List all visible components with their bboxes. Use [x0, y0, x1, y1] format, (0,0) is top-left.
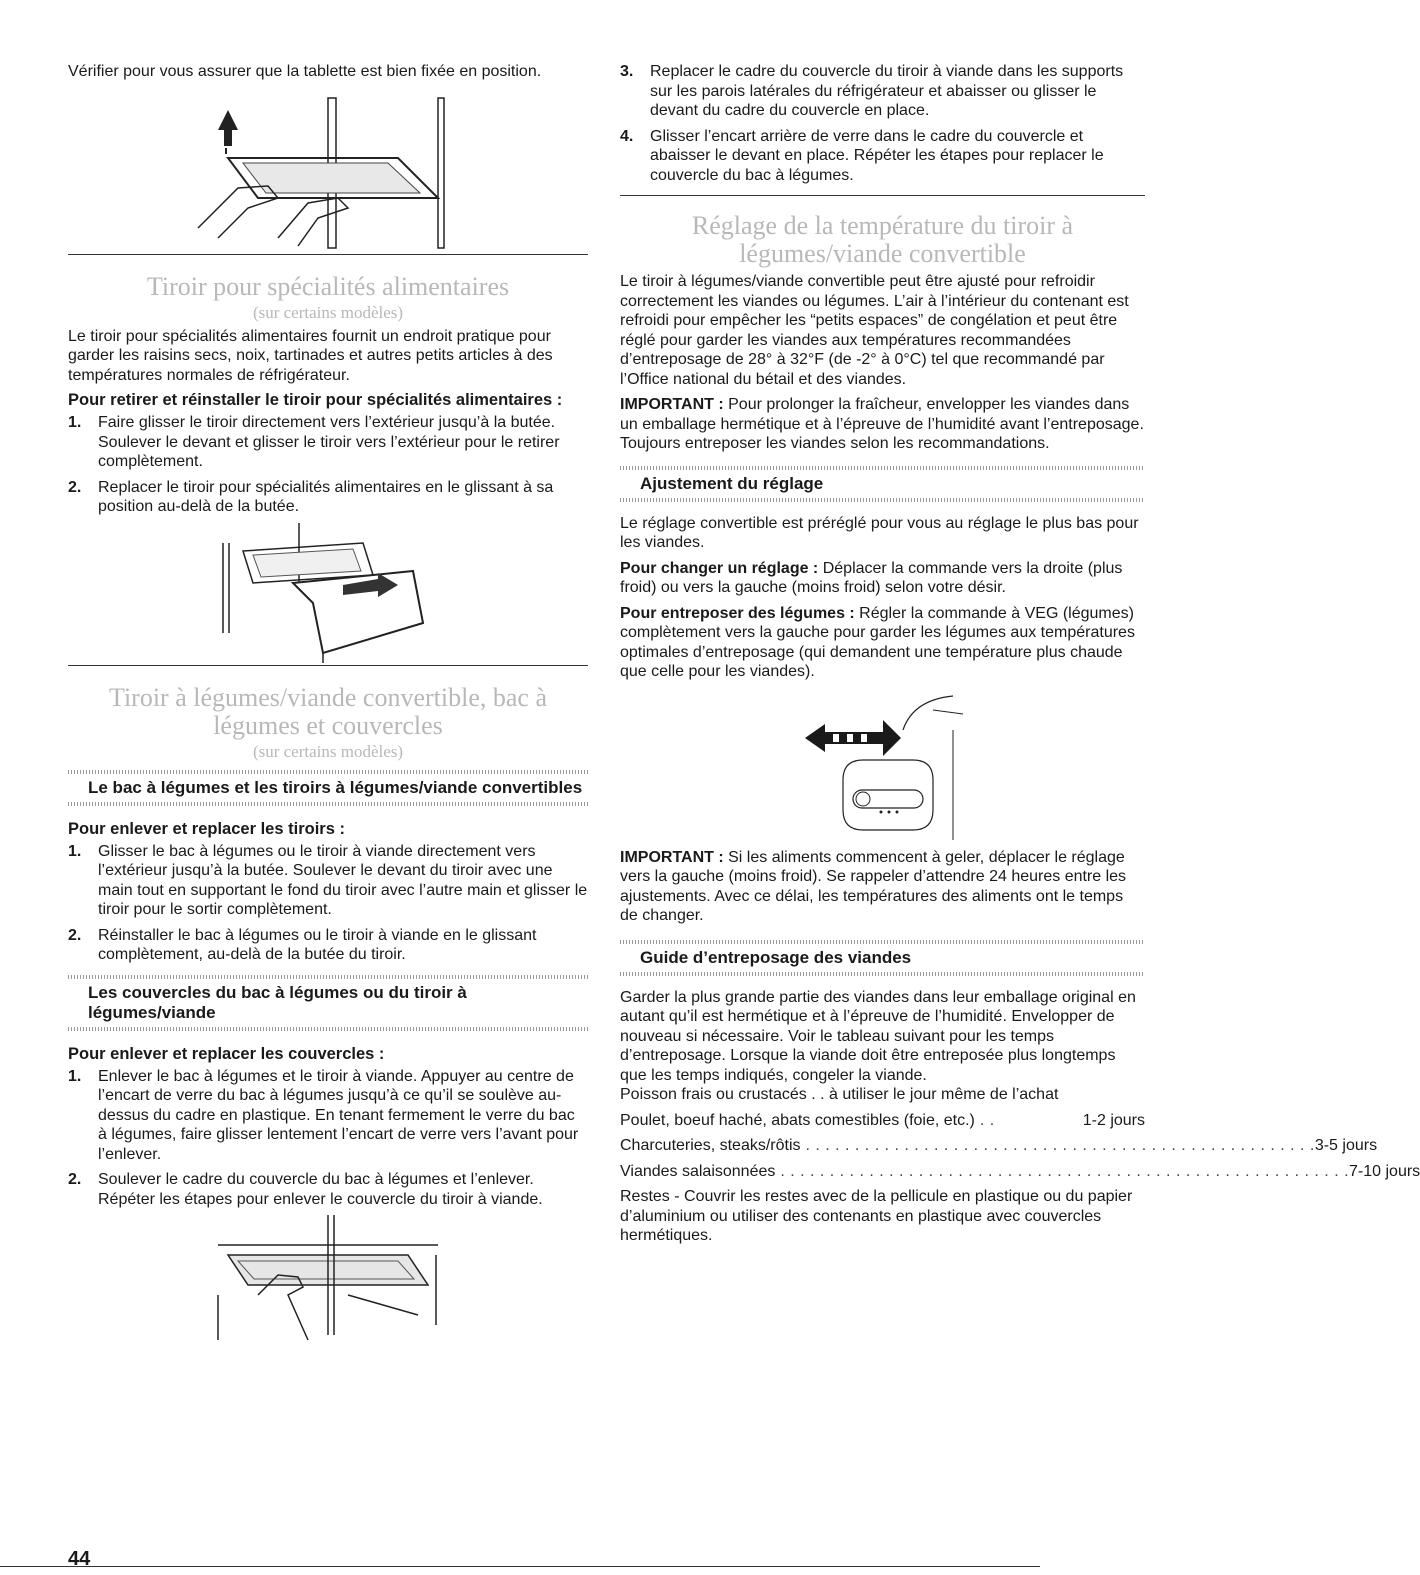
box-heading-meat-storage: Guide d’entreposage des viandes	[640, 947, 912, 967]
leftovers-text: Restes - Couvrir les restes avec de la pellicule en plastique ou du papier d’aluminium ou utiliser des contenants en plastique avec couvercles hermétiques.	[620, 1188, 1133, 1244]
section-title-temperature-line2: légumes/viande convertible	[739, 239, 1026, 268]
drawers-subhead: Pour enlever et replacer les tiroirs :	[68, 819, 345, 838]
drawers-steps	[68, 842, 588, 965]
bottom-rule	[0, 1566, 1040, 1567]
temperature-paragraph: Le tiroir à légumes/viande convertible peut être ajusté pour refroidir correctement les viandes ou légumes. L’air à l’intérieur du contenant est refroidi pour empêcher les “petits espaces” de congélation et peut être réglé pour garder les viandes aux températures recommandées d’entreposage de 28° à 32°F (de -2° à 0°C) tel que recommandé par l’Office national du bétail et des viandes.	[620, 273, 1129, 388]
covers-subhead: Pour enlever et replacer les couvercles :	[68, 1044, 385, 1063]
list-item: 4. Glisser l’encart arrière de verre dans le cadre du couvercle et abaisser le devant en place. Répéter les étapes pour replacer le couvercle du bac à légumes.	[620, 127, 1104, 184]
covers-steps	[68, 1067, 588, 1210]
adjustment-paragraph: Le réglage convertible est préréglé pour vous au réglage le plus bas pour les viandes.	[620, 514, 1139, 551]
left-column	[68, 0, 588, 1345]
right-column	[620, 0, 1420, 1246]
hatch-divider	[620, 972, 1145, 976]
specialty-drawer-subhead: Pour retirer et réinstaller le tiroir pour spécialités alimentaires :	[68, 391, 563, 409]
hatch-divider	[68, 802, 588, 806]
list-item: 1. Enlever le bac à légumes et le tiroir à viande. Appuyer au centre de l’encart de verre du bac à légumes jusqu’à ce qu’il se soulève au-dessus du cadre en plastique. En tenant fermement le verre du bac à légumes, faire glisser lentement l’encart de verre vers l’avant pour l’enlever.	[68, 1067, 579, 1163]
important-note-2: IMPORTANT : Si les aliments commencent à geler, déplacer le réglage vers la gauche (moins froid). Se rappeler d’attendre 24 heures entre les ajustements. Avec ce délai, les températures des aliments ont le temps de changer.	[620, 848, 1127, 924]
section-subtitle: (sur certains modèles)	[252, 741, 404, 761]
list-item: 1. Faire glisser le tiroir directement vers l’extérieur jusqu’à la butée. Soulever le devant et glisser le tiroir vers l’extérieur pour le retirer complètement.	[68, 414, 560, 470]
page-number: 44	[68, 1548, 91, 1570]
hatch-divider	[68, 1027, 588, 1031]
meat-storage-paragraph: Garder la plus grande partie des viandes dans leur emballage original en autant qu’il est hermétique et à l’épreuve de l’humidité. Envelopper de nouveau si nécessaire. Voir le tableau suivant pour les temps d’entreposage. Lorsque la viande doit être entreposée plus longtemps que les temps indiqués, congeler la viande.	[620, 988, 1136, 1084]
specialty-drawer-paragraph: Le tiroir pour spécialités alimentaires fournit un endroit pratique pour garder les raisins secs, noix, tartinades et autres petits articles à des températures normales de réfrigérateur.	[68, 327, 553, 384]
important-note-1: IMPORTANT : Pour prolonger la fraîcheur, envelopper les viandes dans un emballage hermétique et à l’épreuve de l’humidité avant l’entreposage. Toujours entreposer les viandes selon les recommandations.	[620, 396, 1144, 452]
list-item: 1. Glisser le bac à légumes ou le tiroir à viande directement vers l’extérieur jusqu’à la butée. Soulever le devant du tiroir avec une main tout en supportant le fond du tiroir avec l’autre main et glisser le tiroir pour le sortir complètement.	[68, 842, 588, 918]
section-title-specialty-drawer: Tiroir pour spécialités alimentaires	[146, 271, 510, 301]
shelf-illustration	[188, 88, 468, 248]
hatch-divider	[620, 498, 1145, 502]
cover-removal-illustration	[208, 1215, 448, 1345]
table-row: Viandes salaisonnées . . . . . . . . . . . . . . . . . . . . . . . . . . . . . . . . . . . . . . . . . . . . . . . . . . . . . . . . . . 7-10 jours	[620, 1162, 1420, 1180]
divider	[620, 195, 1145, 196]
box-heading-covers: Les couvercles du bac à légumes ou du tiroir à légumes/viande	[88, 982, 467, 1022]
section-title-temperature-line1: Réglage de la température du tiroir à	[691, 211, 1074, 240]
box-heading-adjustment: Ajustement du réglage	[640, 473, 824, 493]
intro-text: Vérifier pour vous assurer que la tablette est bien fixée en position.	[68, 63, 542, 80]
list-item: 3. Replacer le cadre du couvercle du tiroir à viande dans les supports sur les parois latérales du réfrigérateur et abaisser ou glisser le devant du cadre du couvercle en place.	[620, 63, 1124, 119]
list-item: 2. Soulever le cadre du couvercle du bac à légumes et l’enlever. Répéter les étapes pour enlever le couvercle du tiroir à viande.	[68, 1171, 543, 1208]
meat-storage-table	[620, 1111, 1420, 1182]
list-item: 2. Réinstaller le bac à légumes ou le tiroir à viande en le glissant complètement, au-delà de la butée du tiroir.	[68, 926, 537, 963]
list-item: 2. Replacer le tiroir pour spécialités alimentaires en le glissant à sa position au-delà de la butée.	[68, 478, 554, 515]
box-heading-crisper-drawers: Le bac à légumes et les tiroirs à légumes/viande convertibles	[88, 777, 583, 797]
section-title-crisper-line2: légumes et couvercles	[213, 710, 443, 740]
fish-storage-text: Poisson frais ou crustacés . . à utiliser le jour même de l’achat	[620, 1086, 1059, 1103]
specialty-drawer-illustration	[213, 523, 443, 663]
divider	[68, 254, 588, 255]
divider	[68, 665, 588, 666]
control-slider-illustration	[803, 690, 963, 840]
change-setting-text: Pour changer un réglage : Déplacer la commande vers la droite (plus froid) ou vers la gauche (moins froid) selon votre désir.	[620, 559, 1123, 596]
store-vegetables-text: Pour entreposer des légumes : Régler la commande à VEG (légumes) complètement vers la gauche pour garder les légumes aux températures optimales d’entreposage (qui demandent une température plus chaude que celle pour les viandes).	[620, 604, 1135, 680]
table-row: Charcuteries, steaks/rôtis . . . . . . . . . . . . . . . . . . . . . . . . . . . . . . . . . . . . . . . . . . . . . . . . . . . . 3-5 jours	[620, 1137, 1378, 1154]
section-subtitle: (sur certains modèles)	[252, 302, 404, 322]
specialty-drawer-steps	[68, 413, 588, 517]
covers-steps-continued	[620, 62, 1145, 185]
section-title-crisper-line1: Tiroir à légumes/viande convertible, bac à	[108, 682, 547, 712]
table-row: Poulet, boeuf haché, abats comestibles (foie, etc.) . . 1-2 jours	[620, 1111, 1145, 1129]
